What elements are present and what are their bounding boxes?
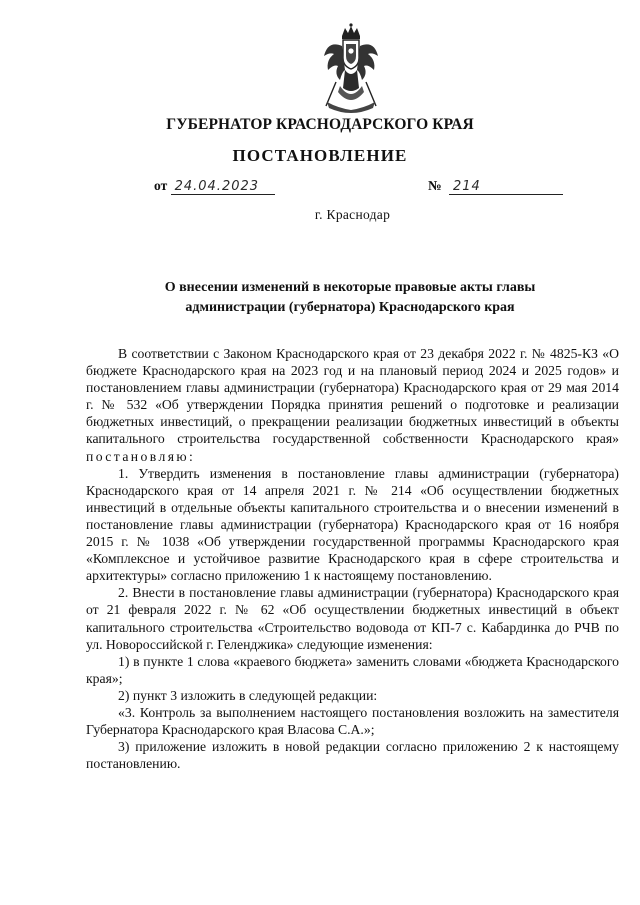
preamble-text: В соответствии с Законом Краснодарского края от 23 декабря 2022 г. № 4825-КЗ «О бюджете Краснодарского края на 2023 год и на плановый период 2024 и 2025 годов» и постановлением главы администрации (губернатора) Краснодарского края от 29 мая 2014 г. № 532 «Об утверждении Порядка принятия решений о подготовке и реализации бюджетных инвестиций, о прекращении реализации бюджетных инвестиций в объекты капитального строительства государственной собственности Краснодарского края» xyxy=(86,346,619,447)
issuer-heading: ГУБЕРНАТОР КРАСНОДАРСКОГО КРАЯ xyxy=(166,116,474,133)
paragraph-subitem-1: 1) в пункте 1 слова «краевого бюджета» заменить словами «бюджета Краснодарского края»; xyxy=(86,653,619,686)
paragraph-subitem-2: 2) пункт 3 изложить в следующей редакции: xyxy=(118,687,378,703)
number-value: 214 xyxy=(449,180,563,195)
title-line-2: администрации (губернатора) Краснодарского края xyxy=(185,300,515,315)
date-label: от xyxy=(154,178,168,193)
document-title xyxy=(120,278,580,318)
document-type-heading: ПОСТАНОВЛЕНИЕ xyxy=(232,146,408,165)
resolve-word: постановляю: xyxy=(86,448,196,464)
title-line-1: О внесении изменений в некоторые правовые акты главы xyxy=(164,280,536,295)
date-value: 24.04.2023 xyxy=(171,180,275,195)
paragraph-item-1: 1. Утвердить изменения в постановление главы администрации (губернатора) Краснодарского края от 14 апреля 2021 г. № 214 «Об осуществлении бюджетных инвестиций в отдельные объекты капитального строительства и о внесении изменений в постановление главы администрации (губернатора) Краснодарского края от 16 ноября 2015 г. № 1038 «Об утверждении государственной программы Краснодарского края «Комплексное и устойчивое развитие Краснодарского края в сфере строительства и архитектуры» согласно приложению 1 к настоящему постановлению. xyxy=(86,465,619,584)
paragraph-subitem-3: 3) приложение изложить в новой редакции согласно приложению 2 к настоящему постановлению. xyxy=(86,739,619,772)
document-body xyxy=(86,345,619,772)
number-line xyxy=(428,178,563,195)
coat-of-arms-emblem xyxy=(318,22,384,114)
date-line xyxy=(154,178,275,195)
paragraph-quote: «3. Контроль за выполнением настоящего постановления возложить на заместителя Губернатора Краснодарского края Власова С.А.»; xyxy=(86,704,619,738)
city-line: г. Краснодар xyxy=(314,207,391,222)
number-label: № xyxy=(428,178,442,193)
paragraph-preamble xyxy=(86,345,619,465)
paragraph-item-2: 2. Внести в постановление главы администрации (губернатора) Краснодарского края от 21 февраля 2022 г. № 62 «Об осуществлении бюджетных инвестиций в объект капитального строительства «Строительство водовода от КП-7 с. Кабардинка до РЧВ по ул. Новороссийской г. Геленджика» следующие изменения: xyxy=(86,585,619,652)
